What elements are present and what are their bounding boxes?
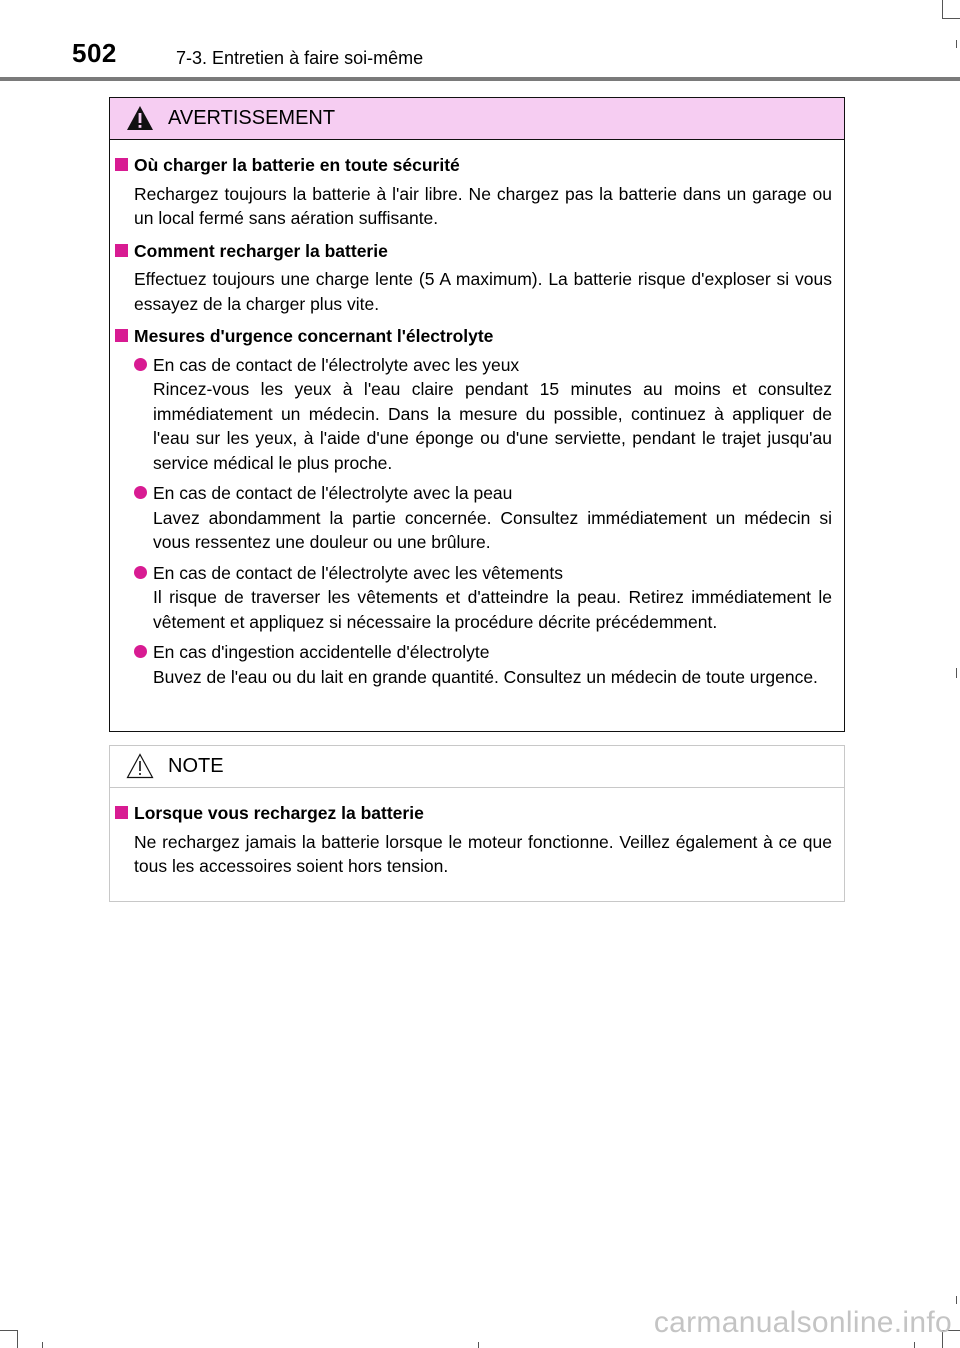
list-item-body: Rincez-vous les yeux à l'eau claire pendant 15 minutes au moins et consultez immédiatement un médecin. Dans la mesure du possible, continuez à appliquer de l'eau sur les yeux, à l'aide d'une éponge ou d'une serviette, pendant le trajet jusqu'au service médical le plus proche. (153, 379, 832, 473)
round-bullet-icon (134, 486, 147, 499)
section-body: Ne rechargez jamais la batterie lorsque le moteur fonctionne. Veillez également à ce que tous les accessoires soient hors tension. (134, 831, 832, 876)
round-bullet-icon (134, 645, 147, 658)
section-body: Effectuez toujours une charge lente (5 A maximum). La batterie risque d'exploser si vous essayez de la charger plus vite. (134, 269, 832, 314)
list-item-title: En cas de contact de l'électrolyte avec les yeux (153, 354, 520, 375)
list-item-title: En cas d'ingestion accidentelle d'électrolyte (153, 642, 490, 662)
watermark: carmanualsonline.info (653, 1306, 952, 1339)
section-body: Rechargez toujours la batterie à l'air libre. Ne chargez pas la batterie dans un garage ou un local fermé sans aération suffisante. (134, 183, 832, 228)
section-heading (134, 153, 832, 178)
round-bullet-icon (134, 358, 147, 371)
section-heading (134, 324, 832, 349)
section-heading-text: Lorsque vous rechargez la batterie (134, 803, 424, 823)
list-item-body: Il risque de traverser les vêtements et d'atteindre la peau. Retirez immédiatement le vêtement et appliquez si nécessaire la procédure décrite précédemment. (153, 587, 832, 632)
section-heading-text: Où charger la batterie en toute sécurité (134, 155, 460, 175)
warning-triangle-icon (126, 105, 154, 131)
warning-content (110, 153, 844, 697)
page-header (0, 0, 960, 80)
note-title: NOTE (168, 755, 224, 777)
header-divider (0, 77, 960, 81)
caution-triangle-icon (126, 753, 154, 779)
section-heading (134, 801, 832, 826)
warning-section (110, 324, 844, 689)
section-heading-text: Mesures d'urgence concernant l'électrolyte (134, 326, 494, 346)
warning-title: AVERTISSEMENT (168, 107, 336, 129)
note-content (110, 801, 844, 887)
page-number: 502 (72, 38, 117, 68)
round-bullet-icon (134, 566, 147, 579)
list-item-title: En cas de contact de l'électrolyte avec la peau (153, 483, 513, 503)
warning-box (109, 97, 845, 732)
crop-mark (914, 1342, 915, 1348)
crop-mark (956, 668, 957, 678)
warning-section (110, 239, 844, 317)
square-bullet-icon (115, 244, 128, 257)
square-bullet-icon (115, 329, 128, 342)
crop-mark (956, 1296, 957, 1304)
crop-mark (17, 1330, 18, 1348)
section-heading (134, 239, 832, 264)
crop-mark (942, 18, 960, 19)
crop-mark (478, 1342, 479, 1348)
list-item-title: En cas de contact de l'électrolyte avec les vêtements (153, 562, 563, 583)
crop-mark (42, 1342, 43, 1348)
list-item (134, 640, 832, 689)
crop-mark (942, 0, 943, 18)
note-section (110, 801, 844, 879)
list-item-body: Lavez abondamment la partie concernée. Consultez immédiatement un médecin si vous ressentez une douleur ou une brûlure. (153, 507, 832, 552)
warning-section (110, 153, 844, 231)
section-heading-text: Comment recharger la batterie (134, 240, 388, 261)
crop-mark (956, 40, 957, 48)
square-bullet-icon (115, 158, 128, 171)
note-header (110, 746, 844, 788)
list-item (134, 353, 832, 476)
square-bullet-icon (115, 806, 128, 819)
list-item (134, 561, 832, 635)
note-box (109, 745, 845, 902)
list-item (134, 481, 832, 555)
crop-mark (0, 1330, 18, 1331)
list-item-body: Buvez de l'eau ou du lait en grande quantité. Consultez un médecin de toute urgence. (153, 666, 818, 687)
warning-header (110, 98, 844, 140)
section-title: 7-3. Entretien à faire soi-même (176, 48, 424, 68)
